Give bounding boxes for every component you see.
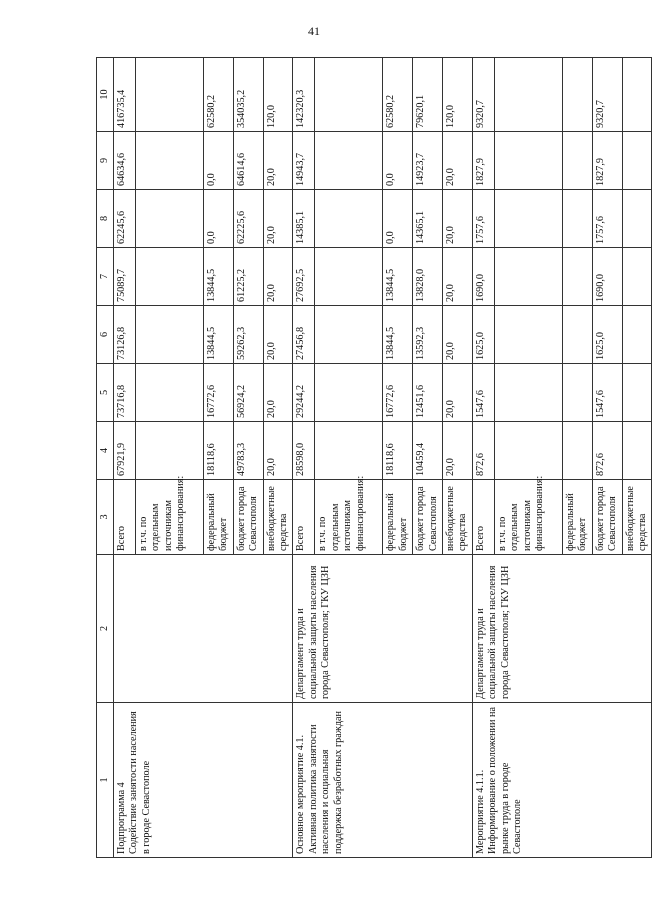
value-cell: 64614,6 — [233, 132, 263, 190]
column-number: 10 — [97, 58, 114, 132]
value-cell — [622, 306, 652, 364]
value-cell — [136, 190, 204, 248]
page-number: 41 — [308, 24, 320, 38]
value-cell: 62225,6 — [233, 190, 263, 248]
value-cell: 18118,6 — [383, 422, 413, 480]
value-cell: 354035,2 — [233, 58, 263, 132]
value-cell: 13844,5 — [383, 248, 413, 306]
value-cell: 20,0 — [263, 422, 293, 480]
value-cell — [494, 306, 562, 364]
value-cell: 1625,0 — [472, 306, 494, 364]
value-cell: 73126,8 — [114, 306, 136, 364]
value-cell: 0,0 — [383, 132, 413, 190]
value-cell — [136, 422, 204, 480]
value-cell: 20,0 — [263, 190, 293, 248]
value-cell: 13592,3 — [413, 306, 443, 364]
value-cell — [315, 58, 383, 132]
value-cell: 872,6 — [472, 422, 494, 480]
value-cell: 20,0 — [443, 364, 473, 422]
value-cell: 14923,7 — [413, 132, 443, 190]
value-cell: 872,6 — [592, 422, 622, 480]
value-cell — [315, 364, 383, 422]
value-cell: 16772,6 — [204, 364, 234, 422]
executor-cell — [114, 555, 293, 703]
value-cell: 62245,6 — [114, 190, 136, 248]
value-cell: 20,0 — [263, 364, 293, 422]
value-cell: 1757,6 — [472, 190, 494, 248]
value-cell — [315, 190, 383, 248]
column-number: 5 — [97, 364, 114, 422]
value-cell: 1827,9 — [472, 132, 494, 190]
funding-source-cell: в т.ч. по отдельным источникам финансирования: — [494, 480, 562, 555]
value-cell: 12451,6 — [413, 364, 443, 422]
value-cell: 20,0 — [263, 132, 293, 190]
value-cell: 20,0 — [263, 306, 293, 364]
value-cell: 59262,3 — [233, 306, 263, 364]
program-name-cell: Мероприятие 4.1.1. Информирование о положении на рынке труда в городе Севастополе — [472, 703, 651, 858]
value-cell: 1827,9 — [592, 132, 622, 190]
value-cell: 79620,1 — [413, 58, 443, 132]
funding-source-cell: федеральный бюджет — [562, 480, 592, 555]
value-cell: 20,0 — [443, 190, 473, 248]
value-cell: 62580,2 — [204, 58, 234, 132]
funding-source-cell: федеральный бюджет — [204, 480, 234, 555]
value-cell: 1625,0 — [592, 306, 622, 364]
value-cell: 9320,7 — [592, 58, 622, 132]
rotated-table-container — [96, 58, 648, 858]
funding-source-cell: бюджет города Севастополя — [592, 480, 622, 555]
value-cell: 20,0 — [263, 248, 293, 306]
value-cell — [562, 306, 592, 364]
value-cell: 1690,0 — [592, 248, 622, 306]
value-cell: 20,0 — [443, 132, 473, 190]
value-cell: 20,0 — [443, 306, 473, 364]
value-cell: 0,0 — [204, 132, 234, 190]
value-cell: 13844,5 — [383, 306, 413, 364]
value-cell — [494, 58, 562, 132]
value-cell: 14943,7 — [293, 132, 315, 190]
value-cell — [494, 422, 562, 480]
value-cell: 27456,8 — [293, 306, 315, 364]
funding-source-cell: внебюджетные средства — [443, 480, 473, 555]
value-cell: 416735,4 — [114, 58, 136, 132]
funding-source-cell: бюджет города Севастополя — [233, 480, 263, 555]
value-cell: 1757,6 — [592, 190, 622, 248]
value-cell: 13844,5 — [204, 306, 234, 364]
value-cell — [136, 132, 204, 190]
value-cell — [494, 190, 562, 248]
value-cell: 20,0 — [443, 422, 473, 480]
value-cell — [315, 132, 383, 190]
table-body — [97, 58, 652, 858]
value-cell: 120,0 — [443, 58, 473, 132]
value-cell: 0,0 — [204, 190, 234, 248]
value-cell: 29244,2 — [293, 364, 315, 422]
value-cell: 73716,8 — [114, 364, 136, 422]
value-cell: 14385,1 — [293, 190, 315, 248]
program-name-cell: Основное мероприятие 4.1. Активная политика занятости населения и социальная поддержка безработных граждан — [293, 703, 472, 858]
value-cell: 49783,3 — [233, 422, 263, 480]
value-cell: 62580,2 — [383, 58, 413, 132]
column-number: 8 — [97, 190, 114, 248]
value-cell — [315, 306, 383, 364]
column-number: 9 — [97, 132, 114, 190]
funding-source-cell: бюджет города Севастополя — [413, 480, 443, 555]
value-cell: 28598,0 — [293, 422, 315, 480]
executor-cell: Департамент труда и социальной защиты населения города Севастополя; ГКУ ЦЗН — [293, 555, 472, 703]
value-cell — [562, 364, 592, 422]
column-number: 3 — [97, 480, 114, 555]
value-cell: 142320,3 — [293, 58, 315, 132]
funding-source-cell: внебюджетные средства — [263, 480, 293, 555]
table-row — [293, 58, 315, 858]
program-name-cell: Подпрограмма 4 Содействие занятости населения в городе Севастополе — [114, 703, 293, 858]
value-cell — [622, 58, 652, 132]
value-cell: 1690,0 — [472, 248, 494, 306]
value-cell — [136, 364, 204, 422]
funding-source-cell: Всего — [293, 480, 315, 555]
funding-source-cell: внебюджетные средства — [622, 480, 652, 555]
value-cell: 9320,7 — [472, 58, 494, 132]
value-cell: 75089,7 — [114, 248, 136, 306]
funding-source-cell: Всего — [114, 480, 136, 555]
table-row — [114, 58, 136, 858]
value-cell — [315, 422, 383, 480]
value-cell: 18118,6 — [204, 422, 234, 480]
value-cell — [136, 248, 204, 306]
value-cell — [136, 306, 204, 364]
value-cell — [562, 58, 592, 132]
value-cell — [136, 58, 204, 132]
value-cell — [622, 364, 652, 422]
funding-table — [96, 57, 652, 858]
column-number: 7 — [97, 248, 114, 306]
value-cell: 20,0 — [443, 248, 473, 306]
funding-source-cell: в т.ч. по отдельным источникам финансирования: — [136, 480, 204, 555]
value-cell — [622, 190, 652, 248]
funding-source-cell: в т.ч. по отдельным источникам финансирования: — [315, 480, 383, 555]
column-number: 1 — [97, 703, 114, 858]
value-cell — [622, 132, 652, 190]
value-cell: 61225,2 — [233, 248, 263, 306]
value-cell: 10459,4 — [413, 422, 443, 480]
value-cell — [315, 248, 383, 306]
executor-cell: Департамент труда и социальной защиты населения города Севастополя; ГКУ ЦЗН — [472, 555, 651, 703]
value-cell: 67921,9 — [114, 422, 136, 480]
value-cell: 120,0 — [263, 58, 293, 132]
column-number: 6 — [97, 306, 114, 364]
value-cell — [622, 422, 652, 480]
value-cell: 1547,6 — [592, 364, 622, 422]
value-cell: 27692,5 — [293, 248, 315, 306]
value-cell — [494, 364, 562, 422]
value-cell: 13844,5 — [204, 248, 234, 306]
value-cell — [562, 422, 592, 480]
value-cell: 56924,2 — [233, 364, 263, 422]
funding-source-cell: федеральный бюджет — [383, 480, 413, 555]
value-cell — [562, 132, 592, 190]
value-cell: 1547,6 — [472, 364, 494, 422]
value-cell: 14365,1 — [413, 190, 443, 248]
column-number: 2 — [97, 555, 114, 703]
table-row — [472, 58, 494, 858]
value-cell: 64634,6 — [114, 132, 136, 190]
value-cell: 13828,0 — [413, 248, 443, 306]
value-cell: 16772,6 — [383, 364, 413, 422]
value-cell — [622, 248, 652, 306]
funding-source-cell: Всего — [472, 480, 494, 555]
column-number-row — [97, 58, 114, 858]
value-cell — [562, 248, 592, 306]
column-number: 4 — [97, 422, 114, 480]
value-cell: 0,0 — [383, 190, 413, 248]
value-cell — [494, 132, 562, 190]
value-cell — [562, 190, 592, 248]
value-cell — [494, 248, 562, 306]
